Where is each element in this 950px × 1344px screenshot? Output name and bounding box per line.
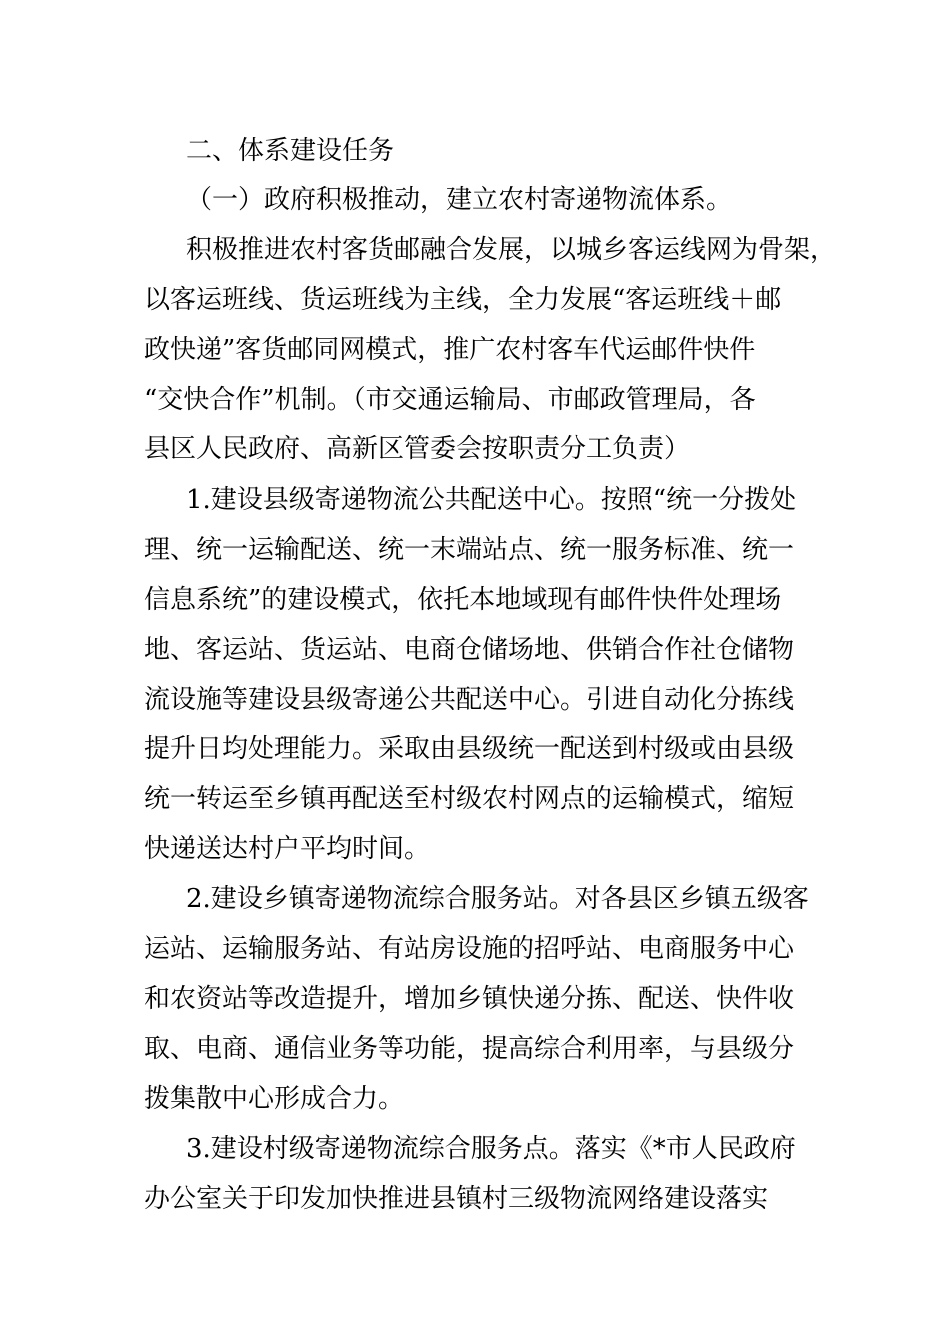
paragraph-line: 统一转运至乡镇再配送至村级农村网点的运输模式，缩短 [144, 784, 795, 814]
paragraph-line: 理、统一运输配送、统一末端站点、统一服务标准、统一 [144, 535, 795, 565]
paragraph-line: 县区人民政府、高新区管委会按职责分工负责） [144, 434, 691, 464]
paragraph-line: 快递送达村户平均时间。 [144, 834, 431, 864]
paragraph-line: 办公室关于印发加快推进县镇村三级物流网络建设落实 [144, 1184, 769, 1214]
paragraph-line: 提升日均处理能力。采取由县级统一配送到村级或由县级 [144, 734, 795, 764]
paragraph-line: 积极推进农村客货邮融合发展，以城乡客运线网为骨架， [186, 235, 837, 265]
paragraph-line: 和农资站等改造提升，增加乡镇快递分拣、配送、快件收 [144, 984, 795, 1014]
paragraph-line: 以客运班线、货运班线为主线，全力发展“客运班线＋邮 [144, 285, 782, 315]
paragraph-line: “交快合作”机制。（市交通运输局、市邮政管理局，各 [144, 385, 756, 415]
paragraph-line: 地、客运站、货运站、电商仓储场地、供销合作社仓储物 [144, 635, 795, 665]
paragraph-line: 取、电商、通信业务等功能，提高综合利用率，与县级分 [144, 1034, 795, 1064]
section-subheading: （一）政府积极推动，建立农村寄递物流体系。 [186, 185, 733, 215]
paragraph-line: 运站、运输服务站、有站房设施的招呼站、电商服务中心 [144, 934, 795, 964]
paragraph-line: 1.建设县级寄递物流公共配送中心。按照“统一分拨处 [186, 485, 797, 515]
paragraph-line: 信息系统”的建设模式，依托本地域现有邮件快件处理场 [144, 585, 782, 615]
paragraph-line: 3.建设村级寄递物流综合服务点。落实《*市人民政府 [186, 1134, 796, 1164]
paragraph-line: 拨集散中心形成合力。 [144, 1084, 405, 1114]
section-heading: 二、体系建设任务 [186, 136, 395, 166]
paragraph-line: 2.建设乡镇寄递物流综合服务站。对各县区乡镇五级客 [186, 884, 809, 914]
paragraph-line: 流设施等建设县级寄递公共配送中心。引进自动化分拣线 [144, 685, 795, 715]
paragraph-line: 政快递”客货邮同网模式，推广农村客车代运邮件快件 [144, 335, 756, 365]
